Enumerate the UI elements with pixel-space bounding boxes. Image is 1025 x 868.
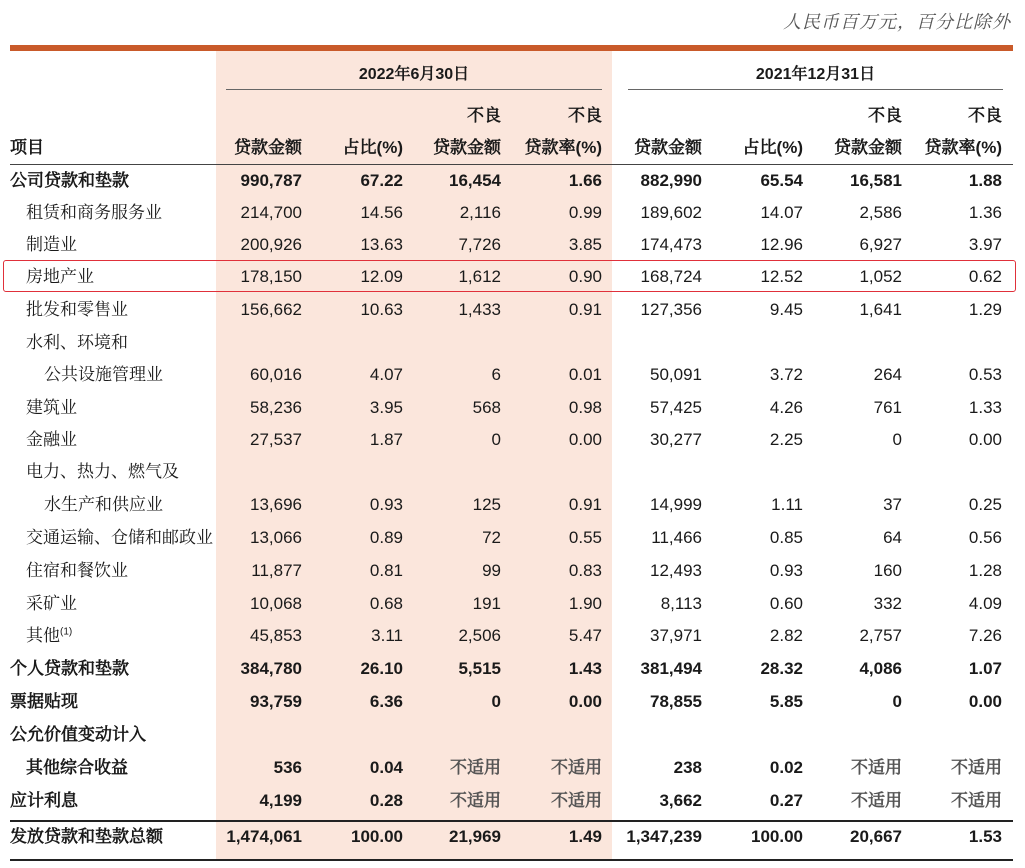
table-cell: 156,662 (240, 300, 302, 319)
table-cell: 12.52 (760, 267, 803, 286)
column-header-2: 占比(%) (342, 138, 403, 157)
table-cell: 0.04 (369, 758, 403, 777)
table-cell: 4,086 (859, 659, 902, 678)
table-cell: 1.07 (968, 659, 1002, 678)
row-label-text: 租赁和商务服务业 (26, 203, 162, 222)
footnote-marker: (1) (60, 626, 73, 638)
table-cell: 1.33 (968, 398, 1002, 417)
table-row (0, 456, 1025, 488)
table-cell: 0.00 (568, 692, 602, 711)
row-label (26, 229, 77, 261)
table-cell: 不适用 (951, 791, 1002, 810)
table-cell: 381,494 (640, 659, 702, 678)
row-label (10, 686, 78, 718)
row-label (26, 620, 72, 652)
table-cell: 1.36 (968, 203, 1002, 222)
row-label-text: 采矿业 (26, 594, 77, 613)
row-label-text: 个人贷款和垫款 (10, 659, 129, 678)
table-cell: 2.82 (769, 626, 803, 645)
table-cell: 16,581 (850, 171, 902, 190)
column-header-7: 贷款金额 (834, 138, 902, 157)
table-cell: 不适用 (450, 791, 501, 810)
row-label-text: 其他 (26, 626, 60, 645)
row-label-text: 住宿和餐饮业 (26, 561, 128, 580)
row-label (26, 555, 128, 587)
table-cell: 45,853 (250, 626, 302, 645)
table-cell: 不适用 (551, 791, 602, 810)
table-cell: 12.96 (760, 235, 803, 254)
table-cell: 65.54 (760, 171, 803, 190)
table-cell: 58,236 (250, 398, 302, 417)
period-header-2021: 2021年12月31日 (755, 66, 876, 83)
column-header-top-3: 不良 (467, 106, 501, 125)
table-cell: 10,068 (250, 594, 302, 613)
column-header-3: 贷款金额 (433, 138, 501, 157)
period-underline-2021 (628, 89, 1003, 90)
table-cell: 536 (273, 758, 302, 777)
table-cell: 4.26 (769, 398, 803, 417)
row-label (44, 489, 163, 521)
total-top-rule (10, 820, 1013, 822)
table-cell: 10.63 (360, 300, 403, 319)
table-cell: 0.68 (369, 594, 403, 613)
table-cell: 189,602 (640, 203, 702, 222)
row-label (26, 522, 213, 554)
table-cell: 3.11 (371, 626, 403, 645)
table-cell: 不适用 (851, 791, 902, 810)
table-cell: 125 (472, 495, 501, 514)
table-row (0, 555, 1025, 587)
table-cell: 78,855 (650, 692, 702, 711)
table-cell: 1.53 (968, 827, 1002, 846)
table-cell: 6,927 (859, 235, 902, 254)
table-cell: 37,971 (650, 626, 702, 645)
table-cell: 11,466 (651, 528, 702, 547)
table-cell: 72 (482, 528, 501, 547)
table-cell: 191 (472, 594, 501, 613)
table-cell: 0.25 (968, 495, 1002, 514)
table-cell: 0.28 (369, 791, 403, 810)
table-cell: 9.45 (769, 300, 803, 319)
table-cell: 5.85 (769, 692, 803, 711)
table-cell: 200,926 (240, 235, 302, 254)
column-header-top-8: 不良 (968, 106, 1002, 125)
table-cell: 5.47 (568, 626, 602, 645)
table-cell: 0.53 (968, 365, 1002, 384)
table-cell: 60,016 (250, 365, 302, 384)
table-row (0, 327, 1025, 359)
table-cell: 0.62 (968, 267, 1002, 286)
table-cell: 1.28 (968, 561, 1002, 580)
table-cell: 3.85 (568, 235, 602, 254)
table-cell: 5,515 (458, 659, 501, 678)
table-row (0, 719, 1025, 751)
row-label (10, 165, 129, 197)
table-row (0, 588, 1025, 620)
table-cell: 160 (873, 561, 902, 580)
table-cell: 0.90 (568, 267, 602, 286)
table-cell: 1,052 (859, 267, 902, 286)
row-label-text: 公共设施管理业 (44, 365, 163, 384)
table-cell: 168,724 (640, 267, 702, 286)
table-cell: 13.63 (360, 235, 403, 254)
row-label-text: 发放贷款和垫款总额 (10, 827, 163, 846)
table-cell: 0.81 (369, 561, 403, 580)
table-cell: 0.91 (568, 300, 602, 319)
column-header-4: 贷款率(%) (524, 138, 602, 157)
table-cell: 14.07 (760, 203, 803, 222)
row-label (26, 588, 77, 620)
table-cell: 1.88 (968, 171, 1002, 190)
table-cell: 3.72 (769, 365, 803, 384)
table-cell: 13,066 (250, 528, 302, 547)
row-label (10, 653, 129, 685)
table-cell: 2,506 (458, 626, 501, 645)
table-row (0, 294, 1025, 326)
table-cell: 990,787 (240, 171, 302, 190)
table-row (0, 686, 1025, 718)
table-cell: 20,667 (850, 827, 902, 846)
table-cell: 0.56 (968, 528, 1002, 547)
row-label (10, 719, 146, 751)
table-cell: 0.98 (568, 398, 602, 417)
row-label (26, 752, 128, 784)
table-cell: 178,150 (240, 267, 302, 286)
table-cell: 14,999 (650, 495, 702, 514)
table-cell: 57,425 (650, 398, 702, 417)
row-label-text: 建筑业 (26, 398, 77, 417)
table-cell: 27,537 (250, 430, 302, 449)
table-cell: 0.60 (769, 594, 803, 613)
column-header-8: 贷款率(%) (924, 138, 1002, 157)
table-cell: 0.85 (769, 528, 803, 547)
table-cell: 1.49 (568, 827, 602, 846)
total-bottom-rule (10, 859, 1013, 861)
row-label-text: 应计利息 (10, 791, 78, 810)
row-label-text: 公司贷款和垫款 (10, 171, 129, 190)
table-cell: 1.66 (568, 171, 602, 190)
table-cell: 0 (892, 430, 902, 449)
table-cell: 2,757 (859, 626, 902, 645)
row-label-text: 制造业 (26, 235, 77, 254)
table-cell: 0.93 (369, 495, 403, 514)
table-cell: 1,641 (859, 300, 902, 319)
table-cell: 4.09 (968, 594, 1002, 613)
table-cell: 214,700 (240, 203, 302, 222)
table-cell: 332 (873, 594, 902, 613)
table-cell: 100.00 (351, 827, 403, 846)
column-header-top-7: 不良 (868, 106, 902, 125)
table-cell: 1.87 (369, 430, 403, 449)
row-label (10, 821, 163, 853)
table-cell: 7,726 (458, 235, 501, 254)
table-cell: 3.97 (968, 235, 1002, 254)
table-cell: 100.00 (751, 827, 803, 846)
unit-note: 人民币百万元，百分比除外 (783, 12, 1011, 33)
row-label (26, 424, 77, 456)
table-cell: 0.27 (769, 791, 803, 810)
table-row (0, 752, 1025, 784)
table-row (0, 392, 1025, 424)
table-row (0, 424, 1025, 456)
table-cell: 1.90 (568, 594, 602, 613)
table-cell: 6.36 (369, 692, 403, 711)
table-cell: 6 (491, 365, 501, 384)
column-header-6: 占比(%) (742, 138, 803, 157)
table-cell: 1,433 (458, 300, 501, 319)
row-label (26, 294, 128, 326)
table-cell: 1.11 (771, 495, 803, 514)
table-cell: 0.93 (769, 561, 803, 580)
table-cell: 0 (892, 692, 902, 711)
table-cell: 238 (673, 758, 702, 777)
row-label-text: 房地产业 (26, 267, 94, 286)
row-label-text: 其他综合收益 (26, 758, 128, 777)
row-label-text: 金融业 (26, 430, 77, 449)
table-row (0, 197, 1025, 229)
table-cell: 1,612 (458, 267, 501, 286)
table-cell: 99 (482, 561, 501, 580)
table-cell: 37 (883, 495, 902, 514)
row-label-text: 电力、热力、燃气及 (26, 462, 179, 481)
row-label-text: 批发和零售业 (26, 300, 128, 319)
row-label-text: 水生产和供应业 (44, 495, 163, 514)
table-cell: 67.22 (360, 171, 403, 190)
item-column-header: 项目 (10, 138, 44, 157)
row-label (26, 456, 179, 488)
table-cell: 2.25 (769, 430, 803, 449)
row-label (26, 327, 128, 359)
table-row (0, 229, 1025, 261)
table-cell: 0.00 (568, 430, 602, 449)
table-row (0, 620, 1025, 652)
table-cell: 761 (873, 398, 902, 417)
table-cell: 174,473 (640, 235, 702, 254)
row-label-text: 水利、环境和 (26, 333, 128, 352)
table-cell: 64 (883, 528, 902, 547)
table-cell: 2,116 (459, 203, 501, 222)
table-cell: 13,696 (250, 495, 302, 514)
table-cell: 0.99 (568, 203, 602, 222)
table-cell: 0 (491, 430, 501, 449)
table-cell: 不适用 (851, 758, 902, 777)
table-row (0, 165, 1025, 197)
table-cell: 1,347,239 (626, 827, 702, 846)
table-cell: 50,091 (650, 365, 702, 384)
table-cell: 3.95 (369, 398, 403, 417)
column-header-1: 贷款金额 (234, 138, 302, 157)
table-cell: 不适用 (450, 758, 501, 777)
table-cell: 0.00 (968, 692, 1002, 711)
table-cell: 4.07 (369, 365, 403, 384)
table-row (0, 653, 1025, 685)
table-cell: 不适用 (951, 758, 1002, 777)
table-cell: 0.00 (968, 430, 1002, 449)
table-cell: 0.83 (568, 561, 602, 580)
row-label-text: 交通运输、仓储和邮政业 (26, 528, 213, 547)
row-label-text: 公允价值变动计入 (10, 725, 146, 744)
table-cell: 384,780 (240, 659, 302, 678)
table-row (0, 359, 1025, 391)
table-cell: 0.01 (568, 365, 602, 384)
table-cell: 1,474,061 (226, 827, 302, 846)
highlight-box (3, 260, 1016, 292)
table-cell: 0.02 (769, 758, 803, 777)
table-cell: 882,990 (640, 171, 702, 190)
period-header-2022: 2022年6月30日 (358, 66, 470, 83)
column-header-5: 贷款金额 (634, 138, 702, 157)
table-cell: 16,454 (449, 171, 501, 190)
table-cell: 93,759 (250, 692, 302, 711)
table-cell: 12,493 (650, 561, 702, 580)
table-cell: 4,199 (259, 791, 302, 810)
table-cell: 30,277 (650, 430, 702, 449)
table-cell: 568 (472, 398, 501, 417)
table-cell: 127,356 (640, 300, 702, 319)
total-row (0, 821, 1025, 853)
table-row (0, 522, 1025, 554)
table-cell: 11,877 (251, 561, 302, 580)
period-underline-2022 (226, 89, 602, 90)
table-cell: 0.89 (369, 528, 403, 547)
row-label (26, 392, 77, 424)
column-header-top-4: 不良 (568, 106, 602, 125)
table-cell: 0.55 (568, 528, 602, 547)
table-row (0, 489, 1025, 521)
table-cell: 1.43 (568, 659, 602, 678)
table-cell: 21,969 (449, 827, 501, 846)
table-cell: 0.91 (568, 495, 602, 514)
table-cell: 26.10 (360, 659, 403, 678)
table-cell: 264 (873, 365, 902, 384)
table-cell: 不适用 (551, 758, 602, 777)
table-cell: 0 (491, 692, 501, 711)
row-label (44, 359, 163, 391)
table-cell: 2,586 (859, 203, 902, 222)
table-cell: 3,662 (659, 791, 702, 810)
table-row (0, 785, 1025, 817)
row-label (26, 197, 162, 229)
table-cell: 7.26 (968, 626, 1002, 645)
table-cell: 28.32 (760, 659, 803, 678)
row-label (10, 785, 78, 817)
row-label-text: 票据贴现 (10, 692, 78, 711)
table-cell: 1.29 (968, 300, 1002, 319)
table-cell: 14.56 (360, 203, 403, 222)
table-cell: 12.09 (360, 267, 403, 286)
table-cell: 8,113 (660, 594, 702, 613)
